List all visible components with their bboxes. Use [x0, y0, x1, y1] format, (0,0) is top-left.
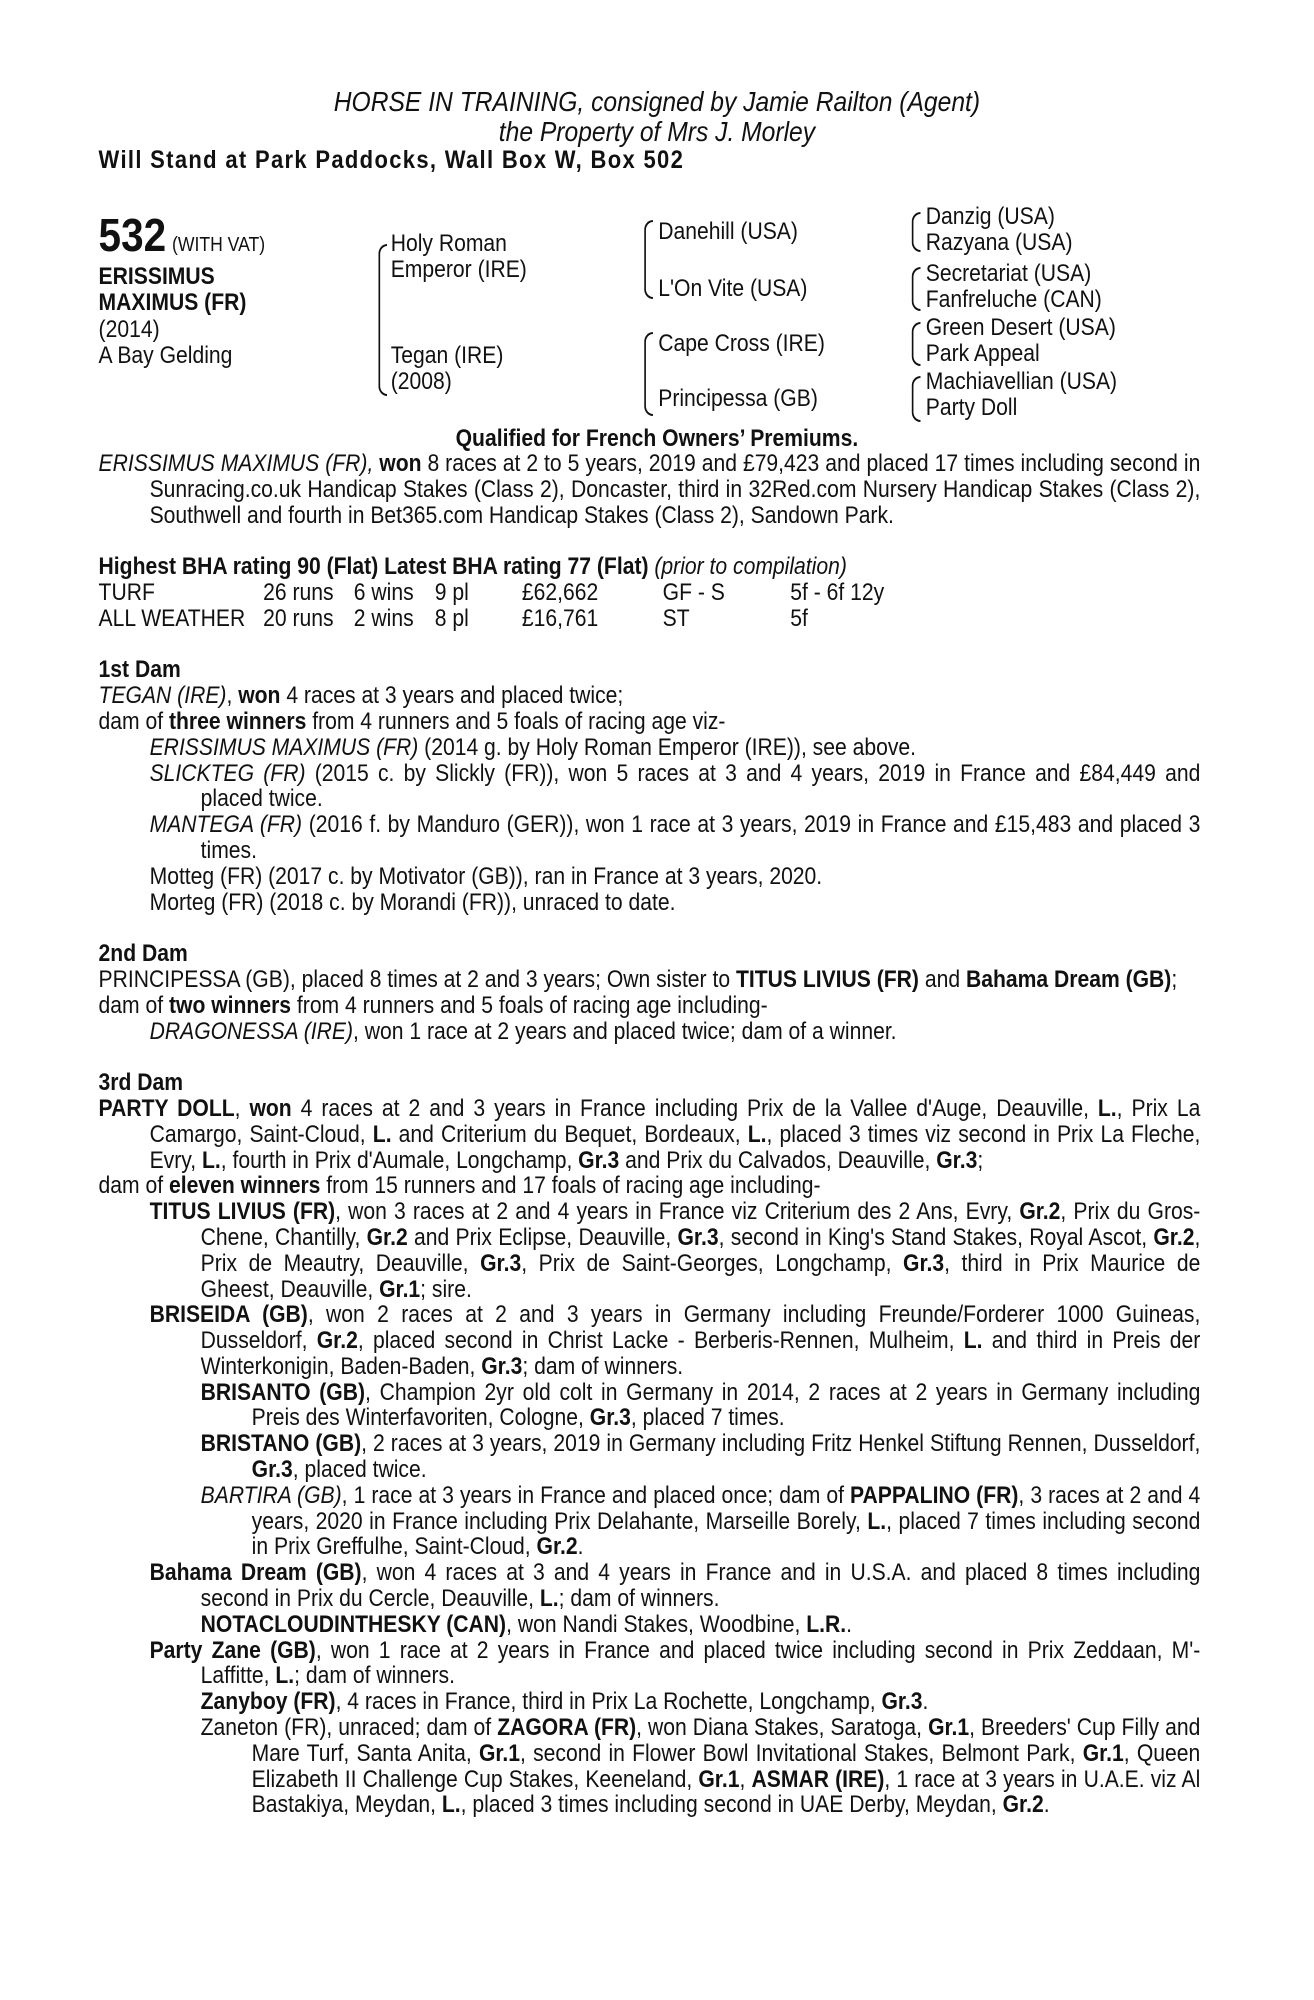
- ratings-line: [99, 554, 1201, 580]
- pedigree-entry: [99, 812, 1201, 864]
- italic-text: SLICKTEG (FR): [149, 759, 306, 787]
- wins: 6 wins: [353, 578, 414, 606]
- italic-text: BARTIRA (GB): [200, 1481, 342, 1509]
- going: GF - S: [662, 578, 725, 606]
- lot-number: 532: [98, 209, 167, 261]
- bold-text: ZAGORA (FR): [497, 1714, 637, 1742]
- bold-text: Gr.3: [481, 1352, 523, 1380]
- bold-text: Gr.2: [1002, 1791, 1044, 1819]
- text: .: [922, 1688, 929, 1716]
- bold-text: Gr.1: [1082, 1739, 1124, 1767]
- ancestor: Park Appeal: [925, 340, 1040, 367]
- text: dam of: [98, 1172, 170, 1200]
- bold-text: Gr.2: [366, 1223, 408, 1251]
- bold-text: Gr.3: [251, 1456, 293, 1484]
- pedigree-entry: [99, 1715, 1201, 1818]
- pedigree-brace: [912, 376, 921, 422]
- text: 8 races at 2 to 5 years, 2019 and £79,423 and placed 17 times including second in Sunracing.co.uk Handicap Stakes (Class 2), Doncaster, third in 32Red.com Nursery Handicap Stakes (Class 2), Southwell and fourth in Bet365.com Handicap Stakes (Class 2), Sandown Park.: [149, 450, 1201, 529]
- pedigree-brace: [912, 322, 921, 366]
- horse-name-line2: MAXIMUS (FR): [98, 289, 247, 316]
- going: ST: [662, 604, 690, 632]
- text: , third in Prix Maurice de Gheest, Deauville,: [200, 1249, 1201, 1303]
- text: 4 races at 3 years and placed twice;: [280, 682, 624, 710]
- pedigree-brace: [378, 244, 387, 396]
- text: ,: [234, 1094, 250, 1122]
- ancestor: Machiavellian (USA): [925, 368, 1118, 395]
- text: ,: [739, 1765, 752, 1793]
- pedigree-brace: [912, 212, 921, 252]
- ancestor: Danzig (USA): [925, 203, 1055, 230]
- distance: 5f - 6f 12y: [790, 578, 885, 606]
- ratings-text: Highest BHA rating 90 (Flat) Latest BHA rating 77 (Flat): [98, 553, 649, 581]
- bold-text: L.: [275, 1662, 295, 1690]
- pedigree-entry: [99, 1560, 1201, 1612]
- consignor-line: HORSE IN TRAINING, consigned by Jamie Railton (Agent): [333, 86, 981, 117]
- bold-text: L.: [539, 1585, 559, 1613]
- sire-line2: Emperor (IRE): [390, 256, 527, 283]
- bold-text: Bahama Dream (GB): [965, 965, 1172, 993]
- table-row: [99, 606, 885, 632]
- race-summary: [99, 451, 1201, 528]
- text: ,: [226, 682, 239, 710]
- surface: TURF: [98, 578, 155, 606]
- text: .: [846, 1610, 853, 1638]
- pedigree-entry: [99, 735, 1201, 761]
- text: Zaneton (FR), unraced; dam of: [200, 1714, 498, 1742]
- bold-text: Gr.2: [1153, 1223, 1195, 1251]
- placed: 8 pl: [434, 604, 469, 632]
- ancestor: Party Doll: [925, 394, 1018, 421]
- stabling-line: Will Stand at Park Paddocks, Wall Box W, Box 502: [98, 146, 685, 174]
- italic-text: ERISSIMUS MAXIMUS (FR): [149, 733, 419, 761]
- bold-text: L.: [1097, 1094, 1117, 1122]
- bold-text: Gr.3: [936, 1146, 978, 1174]
- ancestor: Razyana (USA): [925, 229, 1073, 256]
- bold-text: PAPPALINO (FR): [850, 1481, 1019, 1509]
- premiums-note: Qualified for French Owners’ Premiums.: [455, 425, 859, 452]
- table-row: [99, 580, 885, 606]
- dam-sections: [99, 657, 1201, 1818]
- pedigree-brace: [912, 267, 921, 311]
- distance: 5f: [790, 604, 808, 632]
- bold-text: won: [238, 682, 281, 710]
- text: , 1 race at 3 years in U.A.E. viz Al Bastakiya, Meydan,: [251, 1765, 1201, 1819]
- pedigree-entry: [99, 967, 1201, 993]
- pedigree-entry: [99, 709, 1201, 735]
- ancestor: Green Desert (USA): [925, 314, 1116, 341]
- pedigree-entry: [99, 1096, 1201, 1173]
- dam-section: [99, 657, 1201, 915]
- text: , won 1 race at 2 years and placed twice; dam of a winner.: [353, 1017, 897, 1045]
- text: from 4 runners and 5 foals of racing age viz-: [306, 707, 726, 735]
- pedigree-entry: [99, 1638, 1201, 1690]
- pedigree-entry: [99, 1431, 1201, 1483]
- lot-header: [99, 208, 266, 262]
- section-heading: 2nd Dam: [98, 940, 188, 968]
- bold-text: three winners: [169, 707, 307, 735]
- bold-text: PARTY DOLL: [98, 1094, 235, 1122]
- runs: 26 runs: [263, 578, 334, 606]
- text: (2014 g. by Holy Roman Emperor (IRE)), see above.: [418, 733, 917, 761]
- text: , Prix La Camargo, Saint-Cloud,: [149, 1094, 1201, 1148]
- ancestor: Fanfreluche (CAN): [925, 286, 1102, 313]
- text: , Prix de Saint-Georges, Longchamp,: [521, 1249, 904, 1277]
- text: ; sire.: [420, 1275, 472, 1303]
- foaling-year: (2014): [98, 316, 160, 343]
- bold-text: eleven winners: [169, 1172, 321, 1200]
- dam-section: [99, 941, 1201, 1044]
- text: , fourth in Prix d'Aumale, Longchamp,: [220, 1146, 579, 1174]
- text: , won 3 races at 2 and 4 years in France viz Criterium des 2 Ans, Evry,: [335, 1198, 1020, 1226]
- pedigree-entry: [99, 1302, 1201, 1379]
- property-line: the Property of Mrs J. Morley: [498, 116, 816, 147]
- text: , 3 races at 2 and 4 years, 2020 in France including Prix Delahante, Marseille Borely,: [251, 1481, 1201, 1535]
- text: , placed second in Christ Lacke - Berberis-Rennen, Mulheim,: [357, 1327, 964, 1355]
- pedigree-entry: [99, 993, 1201, 1019]
- pedigree-entry: [99, 1612, 1201, 1638]
- pedigree-entry: [99, 1380, 1201, 1432]
- text: ;: [977, 1146, 984, 1174]
- earnings: £16,761: [521, 604, 599, 632]
- bold-text: L.R.: [806, 1610, 847, 1638]
- text: , Prix de Meautry, Deauville,: [200, 1223, 1201, 1277]
- runs: 20 runs: [263, 604, 334, 632]
- text: , Prix du Gros-Chene, Chantilly,: [200, 1198, 1201, 1251]
- text: Motteg (FR) (2017 c. by Motivator (GB)), ran in France at 3 years, 2020.: [149, 862, 823, 890]
- bold-text: Gr.3: [578, 1146, 620, 1174]
- italic-text: ERISSIMUS MAXIMUS (FR),: [98, 450, 374, 477]
- text: , won Diana Stakes, Saratoga,: [636, 1714, 929, 1742]
- ancestor: Secretariat (USA): [925, 260, 1092, 287]
- pedigree-entry: [99, 1483, 1201, 1560]
- pedigree-brace: [644, 220, 653, 299]
- surface: ALL WEATHER: [98, 604, 246, 632]
- earnings: £62,662: [521, 578, 599, 606]
- text: from 4 runners and 5 foals of racing age including-: [291, 991, 768, 1019]
- text: , placed 3 times viz second in Prix La Fleche, Evry,: [149, 1120, 1201, 1174]
- bold-text: Gr.1: [379, 1275, 421, 1303]
- italic-text: MANTEGA (FR): [149, 811, 303, 839]
- text: ; dam of winners.: [558, 1585, 720, 1613]
- wins: 2 wins: [353, 604, 414, 632]
- text: ;: [1171, 965, 1178, 993]
- pedigree-entry: [99, 1173, 1201, 1199]
- ratings-note: (prior to compilation): [654, 553, 847, 581]
- text: dam of: [98, 707, 170, 735]
- race-record-table: [99, 580, 885, 632]
- text: and Criterium du Bequet, Bordeaux,: [391, 1120, 748, 1148]
- horse-description: A Bay Gelding: [98, 342, 233, 369]
- vat-note: (WITH VAT): [171, 234, 266, 256]
- bold-text: Gr.1: [928, 1714, 970, 1742]
- catalogue-body: [99, 451, 1201, 1818]
- text: from 15 runners and 17 foals of racing age including-: [320, 1172, 821, 1200]
- dam-dam: Principessa (GB): [658, 385, 818, 412]
- text: and Prix Eclipse, Deauville,: [407, 1223, 678, 1251]
- dam-line2: (2008): [390, 368, 452, 395]
- bold-text: Gr.3: [677, 1223, 719, 1251]
- pedigree-entry: [99, 1689, 1201, 1715]
- text: , placed 3 times including second in UAE Derby, Meydan,: [460, 1791, 1003, 1819]
- bold-text: BRISEIDA (GB): [149, 1301, 308, 1329]
- text: , second in King's Stand Stakes, Royal Ascot,: [718, 1223, 1154, 1251]
- text: , placed twice.: [292, 1456, 427, 1484]
- horse-name-line1: ERISSIMUS: [98, 263, 215, 290]
- text: .: [577, 1533, 584, 1561]
- bold-text: Gr.3: [903, 1249, 945, 1277]
- text: Morteg (FR) (2018 c. by Morandi (FR)), unraced to date.: [149, 888, 676, 916]
- italic-text: TEGAN (IRE): [98, 682, 227, 710]
- text: , won 4 races at 3 and 4 years in France and in U.S.A. and placed 8 times including second in Prix du Cercle, Deauville,: [200, 1559, 1201, 1613]
- pedigree-entry: [99, 761, 1201, 813]
- bold-text: Gr.2: [1019, 1198, 1061, 1226]
- bold-text: Party Zane (GB): [149, 1636, 316, 1664]
- text: , 4 races in France, third in Prix La Rochette, Longchamp,: [335, 1688, 882, 1716]
- text: , won Nandi Stakes, Woodbine,: [506, 1610, 807, 1638]
- bold-text: two winners: [169, 991, 292, 1019]
- bold-text: ASMAR (IRE): [751, 1765, 885, 1793]
- placed: 9 pl: [434, 578, 469, 606]
- bold-text: TITUS LIVIUS (FR): [149, 1198, 336, 1226]
- bold-text: Gr.3: [480, 1249, 522, 1277]
- pedigree-entry: [99, 864, 1201, 890]
- text: and Prix du Calvados, Deauville,: [619, 1146, 937, 1174]
- dam-sire: Cape Cross (IRE): [658, 330, 825, 357]
- bold-text: BRISTANO (GB): [200, 1430, 362, 1458]
- bold-text: Bahama Dream (GB): [149, 1559, 362, 1587]
- text: PRINCIPESSA (GB), placed 8 times at 2 and 3 years; Own sister to: [98, 965, 736, 993]
- text: , placed 7 times.: [630, 1404, 785, 1432]
- text: , placed 7 times including second in Prix Greffulhe, Saint-Cloud,: [251, 1507, 1201, 1561]
- bold-text: L.: [867, 1507, 887, 1535]
- text: , Champion 2yr old colt in Germany in 2014, 2 races at 2 years in Germany including Preis des Winterfavoriten, Cologne,: [251, 1378, 1201, 1432]
- text: , won 1 race at 2 years in France and placed twice including second in Prix Zeddaan, M'-Laffitte,: [200, 1636, 1201, 1690]
- bold-text: L.: [963, 1327, 983, 1355]
- text: ; dam of winners.: [522, 1352, 684, 1380]
- text: , Queen Elizabeth II Challenge Cup Stakes, Keeneland,: [251, 1739, 1201, 1793]
- text: , 1 race at 3 years in France and placed once; dam of: [341, 1481, 851, 1509]
- bold-text: TITUS LIVIUS (FR): [735, 965, 919, 993]
- pedigree-entry: [99, 890, 1201, 916]
- text: and: [918, 965, 966, 993]
- text: , won 2 races at 2 and 3 years in Germany including Freunde/Forderer 1000 Guineas, Dusseldorf,: [200, 1301, 1201, 1355]
- bold-text: BRISANTO (GB): [200, 1378, 366, 1406]
- text: (2016 f. by Manduro (GER)), won 1 race at 3 years, 2019 in France and £15,483 and placed 3 times.: [200, 811, 1201, 864]
- text: , Breeders' Cup Filly and Mare Turf, Santa Anita,: [251, 1714, 1201, 1767]
- pedigree-entry: [99, 451, 1201, 528]
- text: 4 races at 2 and 3 years in France including Prix de la Vallee d'Auge, Deauville,: [291, 1094, 1098, 1122]
- bold-text: Gr.2: [536, 1533, 578, 1561]
- section-heading: 1st Dam: [98, 656, 181, 684]
- text: .: [1043, 1791, 1050, 1819]
- bold-text: Gr.1: [478, 1739, 521, 1767]
- dam-line1: Tegan (IRE): [390, 342, 504, 369]
- italic-text: DRAGONESSA (IRE): [149, 1017, 354, 1045]
- text: , 2 races at 3 years, 2019 in Germany including Fritz Henkel Stiftung Rennen, Dusseldorf,: [361, 1430, 1201, 1458]
- bold-text: won: [379, 450, 422, 477]
- bold-text: Zanyboy (FR): [200, 1688, 336, 1716]
- text: ; dam of winners.: [294, 1662, 455, 1690]
- bold-text: Gr.3: [881, 1688, 923, 1716]
- bold-text: L.: [747, 1120, 767, 1148]
- dam-section: [99, 1070, 1201, 1818]
- bold-text: Gr.3: [589, 1404, 631, 1432]
- text: dam of: [98, 991, 170, 1019]
- sire-dam: L'On Vite (USA): [658, 275, 808, 302]
- pedigree-entry: [99, 683, 1201, 709]
- text: and third in Preis der Winterkonigin, Baden-Baden,: [200, 1327, 1201, 1380]
- bold-text: L.: [202, 1146, 221, 1174]
- section-heading: 3rd Dam: [98, 1069, 184, 1097]
- text: , second in Flower Bowl Invitational Stakes, Belmont Park,: [520, 1739, 1083, 1767]
- bold-text: L.: [441, 1791, 461, 1819]
- text: (2015 c. by Slickly (FR)), won 5 races at 3 and 4 years, 2019 in France and £84,449 and placed twice.: [200, 759, 1201, 813]
- bold-text: Gr.1: [698, 1765, 740, 1793]
- sire-line1: Holy Roman: [390, 230, 507, 257]
- pedigree-brace: [644, 332, 653, 416]
- pedigree-entry: [99, 1199, 1201, 1302]
- pedigree-entry: [99, 1019, 1201, 1045]
- bold-text: L.: [372, 1120, 392, 1148]
- bold-text: won: [249, 1094, 292, 1122]
- sire-sire: Danehill (USA): [658, 218, 798, 245]
- bold-text: NOTACLOUDINTHESKY (CAN): [200, 1610, 507, 1638]
- bold-text: Gr.2: [316, 1327, 358, 1355]
